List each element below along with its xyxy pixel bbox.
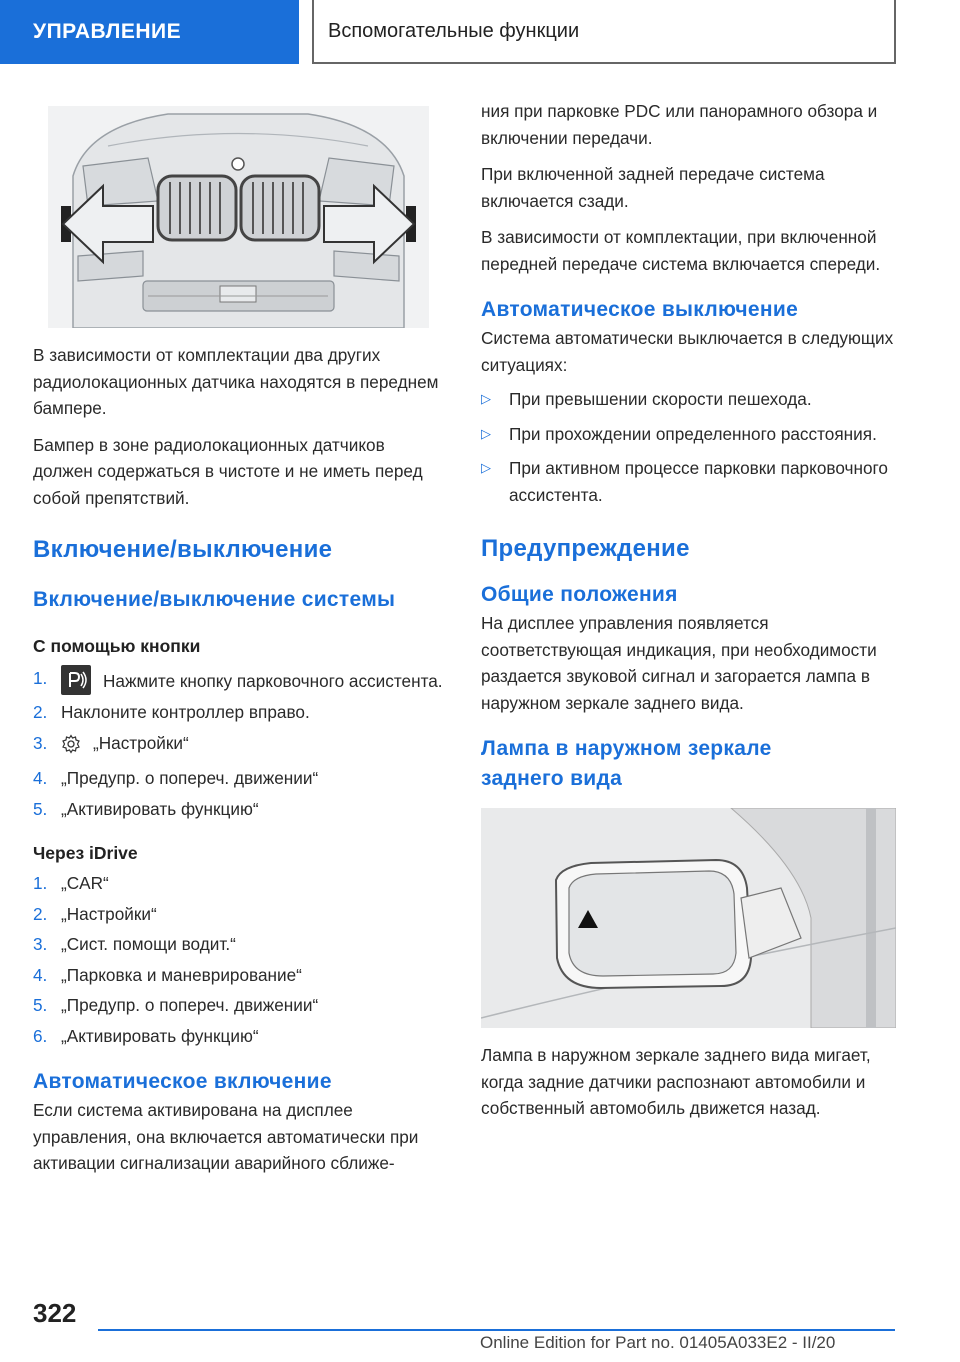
right-column — [481, 98, 896, 1122]
heading-lamp: Лампа в наружном зеркале заднего вида — [481, 737, 772, 790]
list-item — [33, 931, 443, 958]
step-number: 2. — [33, 903, 48, 924]
list-item — [481, 421, 896, 448]
list-item — [33, 992, 443, 1019]
list-item — [33, 796, 443, 823]
step-text: Наклоните контроллер вправо. — [61, 702, 310, 722]
list-item — [33, 665, 443, 695]
step-number: 3. — [33, 934, 48, 954]
heading-idrive: Через iDrive — [33, 843, 138, 863]
step-text: „Активировать функцию“ — [61, 798, 259, 819]
auto-off-list — [481, 386, 896, 508]
heading-onoff-system: Включение/выключение системы — [33, 588, 396, 611]
step-text: „Предупр. о попереч. движении“ — [61, 995, 319, 1015]
step-text: „Предупр. о попереч. движении“ — [61, 768, 319, 788]
step-text: „Активировать функцию“ — [61, 1025, 259, 1046]
section-tab: УПРАВЛЕНИЕ — [0, 0, 299, 64]
car-caption: В зависимости от комплектации два других радиолокационных датчика находятся в переднем бампере. — [33, 345, 439, 418]
page-title: Вспомогательные функции — [312, 0, 896, 64]
list-item — [33, 730, 443, 762]
list-item — [481, 386, 896, 413]
step-number: 1. — [33, 873, 48, 893]
heading-onoff: Включение/выключение — [33, 536, 333, 563]
bullet-text: При активном процессе парковки парковочного ассистента. — [509, 458, 888, 505]
car-front-illustration — [48, 106, 429, 328]
list-item — [33, 1023, 443, 1050]
footer-divider — [98, 1329, 895, 1331]
triangle-right-icon: ▷ — [481, 391, 491, 406]
heading-button: С помощью кнопки — [33, 636, 201, 656]
list-item — [33, 901, 443, 928]
mirror-illustration — [481, 808, 896, 1028]
left-column — [33, 106, 443, 1177]
general-text: На дисплее управления появляется соответствующая индикация, при необходимости раздается звуковой сигнал и загорается лампа в наружном зеркале заднего вида. — [481, 613, 877, 713]
front-text: В зависимости от комплектации, при включенной передней передаче система включается спереди. — [481, 227, 881, 274]
triangle-right-icon: ▷ — [481, 460, 491, 475]
step-number: 1. — [33, 668, 48, 688]
bumper-note: Бампер в зоне радиолокационных датчиков должен содержаться в чистоте и не иметь перед собой препятствий. — [33, 434, 423, 508]
reverse-text: При включенной задней передаче система включается сзади. — [481, 164, 825, 211]
step-text: Нажмите кнопку парковочного ассистента. — [103, 671, 443, 691]
button-steps — [33, 665, 443, 822]
triangle-right-icon: ▷ — [481, 425, 491, 441]
step-number: 4. — [33, 964, 48, 985]
step-text: „Сист. помощи водит.“ — [61, 934, 236, 954]
page-number: 322 — [33, 1298, 77, 1328]
step-text: „Парковка и маневрирование“ — [61, 964, 302, 985]
parking-assistant-button-icon — [61, 665, 91, 695]
heading-auto-on: Автоматическое включение — [33, 1070, 332, 1093]
footer-edition: Online Edition for Part no. 01405A033E2 - II/20 — [480, 1333, 836, 1352]
heading-auto-off: Автоматическое выключение — [481, 298, 799, 321]
step-number: 5. — [33, 798, 48, 819]
idrive-steps — [33, 870, 443, 1049]
step-number: 4. — [33, 768, 48, 788]
step-number: 6. — [33, 1025, 48, 1046]
list-item — [33, 962, 443, 989]
bullet-text: При прохождении определенного расстояния. — [509, 423, 877, 444]
step-number: 5. — [33, 995, 48, 1015]
step-number: 2. — [33, 702, 48, 722]
step-text: „Настройки“ — [61, 903, 157, 924]
lamp-text: Лампа в наружном зеркале заднего вида мигает, когда задние датчики распознают автомобили и собственный автомобиль движется назад. — [481, 1045, 871, 1118]
auto-off-intro: Система автоматически выключается в следующих ситуациях: — [481, 328, 894, 375]
list-item — [33, 699, 443, 726]
heading-warning: Предупреждение — [481, 535, 690, 562]
heading-general: Общие положения — [481, 583, 678, 606]
gear-icon — [61, 734, 81, 762]
auto-on-text: Если система активирована на дисплее управления, она включается автоматически при активации сигнализации аварийного сближе- — [33, 1100, 419, 1173]
list-item — [33, 870, 443, 897]
step-text: „CAR“ — [61, 873, 109, 893]
step-number: 3. — [33, 732, 48, 753]
list-item — [481, 455, 896, 508]
continued-text: ния при парковке PDC или панорамного обзора и включении передачи. — [481, 101, 878, 148]
list-item — [33, 765, 443, 792]
step-text: „Настройки“ — [93, 732, 189, 753]
bullet-text: При превышении скорости пешехода. — [509, 389, 812, 409]
